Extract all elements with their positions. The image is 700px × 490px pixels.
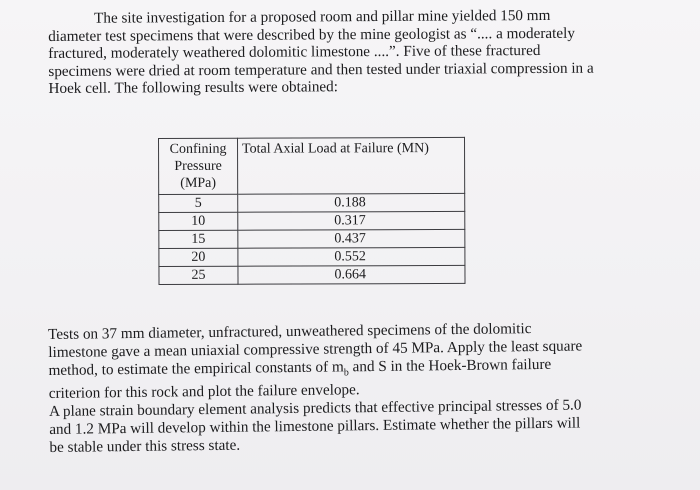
intro-line: diameter test specimens that were described by the mine geologist as “.... a moderately xyxy=(48,24,575,45)
load-cell: 0.317 xyxy=(238,211,465,230)
intro-line: fractured, moderately weathered dolomitic limestone ....”. Five of these fractured xyxy=(48,42,541,63)
load-cell: 0.552 xyxy=(238,247,465,266)
table-row xyxy=(159,265,465,284)
pressure-cell: 10 xyxy=(159,212,238,230)
intro-line: Hoek cell. The following results were obtained: xyxy=(48,78,338,98)
table-row xyxy=(159,247,465,266)
question-paragraph xyxy=(48,319,650,457)
question-line: Tests on 37 mm diameter, unfractured, unweathered specimens of the dolomitic xyxy=(48,320,532,343)
load-cell: 0.437 xyxy=(238,229,465,248)
pressure-cell: 20 xyxy=(159,248,238,266)
load-cell: 0.664 xyxy=(238,265,465,284)
pressure-cell: 15 xyxy=(159,230,238,248)
subscript-b: b xyxy=(343,366,349,379)
question-line: be stable under this stress state. xyxy=(49,436,241,456)
intro-line: The site investigation for a proposed room and pillar mine yielded 150 mm xyxy=(93,6,551,27)
pressure-cell: 25 xyxy=(159,266,238,284)
question-line: limestone gave a mean uniaxial compressive strength of 45 MPa. Apply the least square xyxy=(48,337,583,361)
results-table xyxy=(158,137,466,285)
table-row xyxy=(159,211,465,230)
question-line: method, to estimate the empirical constants of $m_b$ and S in the Hoek-Brown failure xyxy=(48,355,552,379)
table-row xyxy=(159,193,465,212)
question-line: A plane strain boundary element analysis predicts that effective principal stresses of 5.0 xyxy=(48,396,582,421)
confining-pressure-header: Confining Pressure (MPa) xyxy=(159,138,238,194)
pressure-cell: 5 xyxy=(159,194,238,212)
load-cell: 0.188 xyxy=(238,193,465,212)
axial-load-header: Total Axial Load at Failure (MN) xyxy=(238,137,465,194)
results-table-container xyxy=(158,137,466,285)
table-header-row xyxy=(159,137,465,194)
intro-line: specimens were dried at room temperature and then tested under triaxial compression in a xyxy=(48,59,594,80)
question-line: criterion for this rock and plot the failure envelope. xyxy=(48,381,360,403)
intro-paragraph xyxy=(48,6,649,98)
question-line: and 1.2 MPa will develop within the limestone pillars. Estimate whether the pillars will xyxy=(49,414,581,439)
table-row xyxy=(159,229,465,248)
